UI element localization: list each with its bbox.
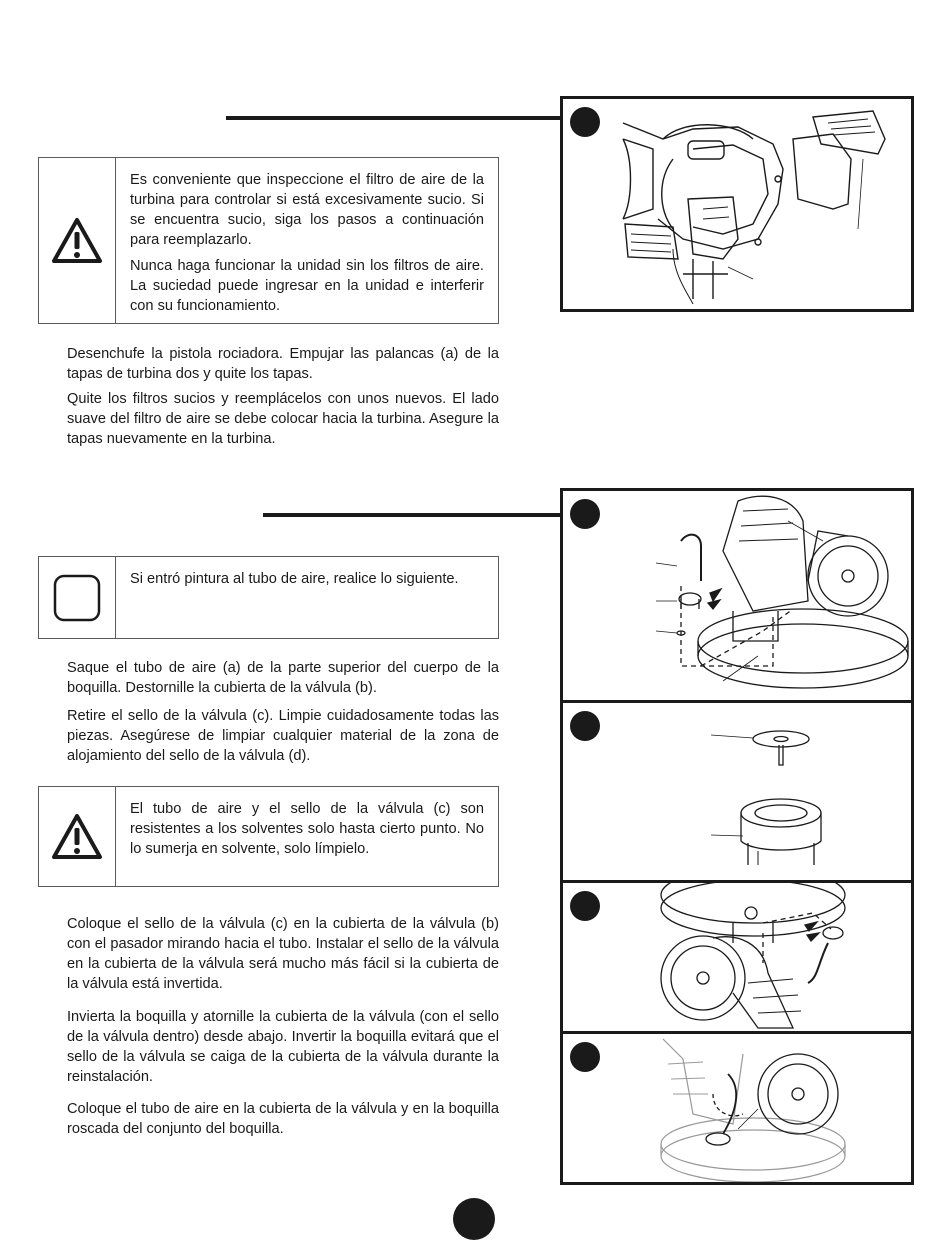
step-bullet: [570, 711, 600, 741]
step-bullet: [570, 107, 600, 137]
warning-text: [130, 170, 484, 322]
valve-seal-illustration: [563, 703, 911, 880]
rounded-square-note-icon: [39, 557, 115, 638]
instructions-valve-2: [67, 706, 499, 766]
figure-nozzle-disassembly: [560, 488, 914, 703]
figure-nozzle-inverted: [560, 880, 914, 1035]
instructions-reassembly-2: [67, 1007, 499, 1087]
warning-text: El tubo de aire y el sello de la válvula (c) son resistentes a los solventes solo hasta cierto punto. No lo sumerja en solvente, solo límpielo.: [130, 801, 484, 857]
note-text: Si entró pintura al tubo de aire, realice lo siguiente.: [130, 571, 459, 587]
figure-nozzle-reassembled: [560, 1031, 914, 1185]
instructions-valve-1: [67, 658, 499, 698]
nozzle-inverted-illustration: [563, 883, 911, 1032]
paragraph: Quite los filtros sucios y reemplácelos con unos nuevos. El lado suave del filtro de aire se debe colocar hacia la turbina. Asegure la tapas nuevamente en la turbina.: [67, 391, 499, 447]
nozzle-exploded-illustration: [563, 491, 911, 700]
section-header-rule-1: [226, 116, 562, 120]
nozzle-reassembled-illustration: [563, 1034, 911, 1182]
warning-triangle-icon: [39, 787, 115, 886]
step-bullet: [570, 1042, 600, 1072]
paragraph: Coloque el sello de la válvula (c) en la cubierta de la válvula (b) con el pasador mirando hacia el tubo. Instalar el sello de la válvula en la cubierta de la válvula será mucho más fácil si la cubierta de la válvula está invertida.: [67, 916, 499, 992]
warning-paragraph: Es conveniente que inspeccione el filtro de aire de la turbina para controlar si está excesivamente sucio. Si se encuentra sucio, siga los pasos a continuación para reemplazarlo.: [130, 172, 484, 248]
paragraph: Invierta la boquilla y atornille la cubierta de la válvula (con el sello de la válvula dentro) desde abajo. Invertir la boquilla evitará que el sello de la válvula se caiga de la cubierta de la válvula durante la reinstalación.: [67, 1009, 499, 1085]
paragraph: Coloque el tubo de aire en la cubierta de la válvula y en la boquilla roscada del conjunto del boquilla.: [67, 1101, 499, 1137]
step-bullet: [570, 891, 600, 921]
step-bullet: [570, 499, 600, 529]
warning-triangle-icon: [39, 158, 115, 323]
instructions-filter-1: [67, 344, 499, 384]
warning-paragraph: Nunca haga funcionar la unidad sin los filtros de aire. La suciedad puede ingresar en la unidad e interferir con su funcionamiento.: [130, 258, 484, 314]
instructions-reassembly-1: [67, 914, 499, 994]
paragraph: Saque el tubo de aire (a) de la parte superior del cuerpo de la boquilla. Destornille la cubierta de la válvula (b).: [67, 660, 499, 696]
note-box-air-tube: [38, 556, 499, 639]
warning-box-filter: [38, 157, 499, 324]
paragraph: Desenchufe la pistola rociadora. Empujar las palancas (a) de la tapas de turbina dos y quite los tapas.: [67, 346, 499, 382]
section-header-rule-2: [263, 513, 563, 517]
warning-box-solvent: [38, 786, 499, 887]
instructions-reassembly-3: [67, 1099, 499, 1139]
turbine-filter-illustration: [563, 99, 911, 309]
page-number-bullet: [453, 1198, 495, 1240]
paragraph: Retire el sello de la válvula (c). Limpie cuidadosamente todas las piezas. Asegúrese de limpiar cualquier material de la zona de alojamiento del sello de la válvula (d).: [67, 708, 499, 764]
figure-valve-seal: [560, 700, 914, 883]
figure-turbine-filter: [560, 96, 914, 312]
instructions-filter-2: [67, 389, 499, 449]
